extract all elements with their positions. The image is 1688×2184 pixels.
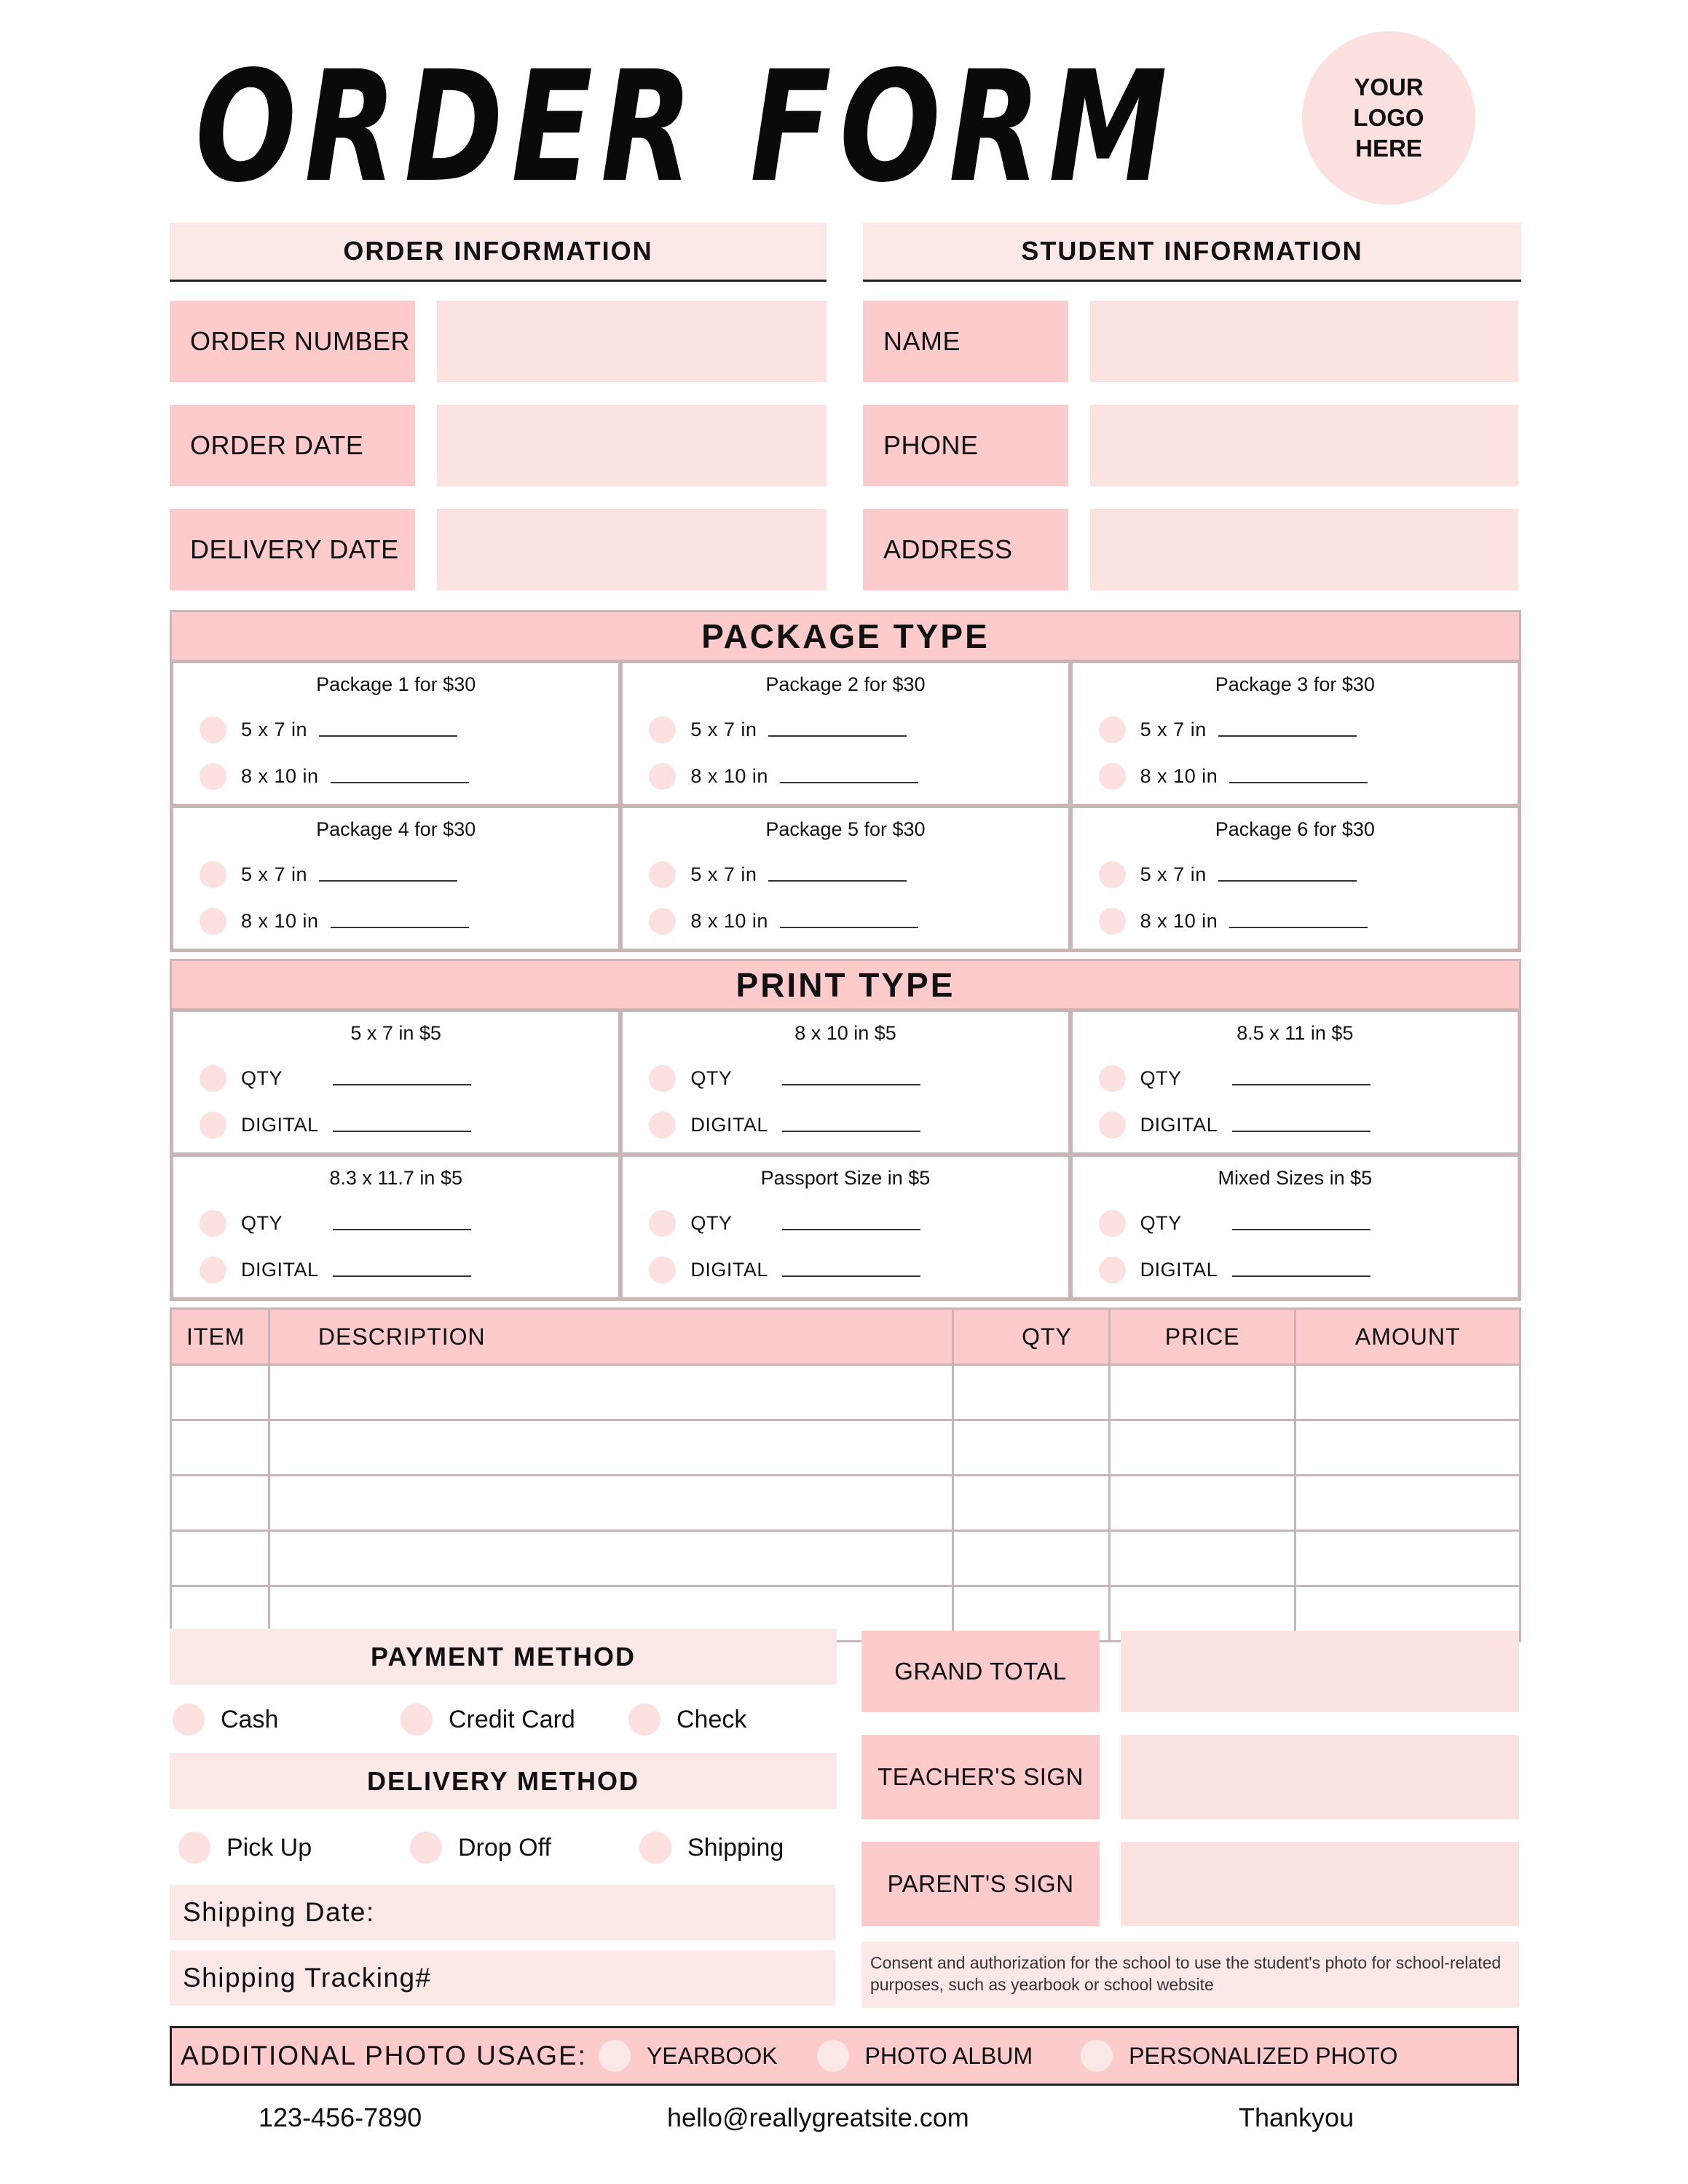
photo-usage-personalized-option[interactable] (1081, 2040, 1397, 2072)
table-row (171, 1365, 1521, 1420)
print-option[interactable] (1099, 1064, 1370, 1093)
radio-icon[interactable] (178, 1832, 210, 1864)
entry-line[interactable] (333, 1117, 471, 1132)
entry-line[interactable] (1229, 914, 1368, 928)
radio-icon[interactable] (200, 1210, 226, 1237)
radio-icon[interactable] (1099, 1065, 1126, 1092)
items-table (170, 1307, 1521, 1642)
radio-icon[interactable] (200, 1065, 226, 1092)
print-option[interactable] (200, 1064, 471, 1093)
item-cell[interactable] (171, 1420, 269, 1476)
footer-thanks: Thankyou (1239, 2102, 1354, 2132)
radio-icon[interactable] (200, 763, 226, 790)
phone-label: PHONE (863, 405, 1068, 486)
delivery-pick-up-option[interactable] (178, 1832, 312, 1864)
package-option[interactable] (200, 906, 469, 935)
radio-icon[interactable] (1099, 861, 1126, 888)
radio-icon[interactable] (1099, 1112, 1126, 1139)
option-label: DIGITAL (690, 1113, 768, 1136)
print-title: 8.5 x 11 in $5 (1237, 1022, 1354, 1044)
radio-icon[interactable] (639, 1832, 671, 1864)
option-label: QTY (241, 1067, 283, 1089)
option-label: QTY (690, 1067, 733, 1089)
radio-icon[interactable] (628, 1704, 660, 1736)
column-header-description: DESCRIPTION (269, 1309, 953, 1365)
option-label: QTY (241, 1211, 283, 1234)
item-cell[interactable] (171, 1476, 269, 1531)
package-card (1073, 663, 1518, 804)
radio-icon[interactable] (1099, 1210, 1126, 1237)
entry-line[interactable] (331, 769, 469, 783)
option-label: DIGITAL (241, 1258, 319, 1281)
teacher-sign-label: TEACHER'S SIGN (861, 1735, 1100, 1819)
description-cell[interactable] (269, 1365, 953, 1420)
entry-line[interactable] (782, 1262, 920, 1277)
print-title: Mixed Sizes in $5 (1218, 1167, 1373, 1189)
name-label: NAME (863, 301, 1068, 382)
option-label: 5 x 7 in (690, 863, 757, 885)
package-title: Package 6 for $30 (1215, 818, 1375, 840)
option-label: Cash (221, 1705, 279, 1733)
amount-cell[interactable] (1295, 1531, 1521, 1586)
radio-icon[interactable] (200, 1257, 226, 1283)
option-label: 5 x 7 in (690, 718, 757, 740)
option-label: YEARBOOK (646, 2042, 778, 2069)
radio-icon[interactable] (200, 908, 226, 935)
radio-icon[interactable] (649, 716, 676, 743)
shipping-tracking-label: Shipping Tracking# (183, 1963, 432, 1993)
order-number-label: ORDER NUMBER (170, 301, 415, 382)
package-title: Package 2 for $30 (765, 673, 926, 695)
order-info-heading: ORDER INFORMATION (170, 223, 827, 282)
column-header-item: ITEM (171, 1309, 269, 1365)
table-header-row (171, 1309, 1521, 1365)
entry-line[interactable] (319, 722, 457, 737)
entry-line[interactable] (1218, 867, 1357, 882)
radio-icon[interactable] (817, 2040, 849, 2072)
qty-cell[interactable] (953, 1365, 1110, 1420)
print-card (1073, 1157, 1518, 1297)
price-cell[interactable] (1109, 1420, 1295, 1476)
name-field[interactable] (1090, 301, 1518, 382)
package-option[interactable] (649, 906, 918, 935)
grand-total-label: GRAND TOTAL (861, 1631, 1100, 1712)
radio-icon[interactable] (1099, 908, 1126, 935)
teacher-sign-field[interactable] (1121, 1735, 1519, 1819)
amount-cell[interactable] (1295, 1365, 1521, 1420)
price-cell[interactable] (1109, 1476, 1295, 1531)
entry-line[interactable] (768, 722, 907, 737)
photo-usage-album-option[interactable] (817, 2040, 1033, 2072)
payment-cash-option[interactable] (173, 1704, 278, 1736)
option-label: PHOTO ALBUM (864, 2042, 1033, 2069)
entry-line[interactable] (1232, 1071, 1370, 1085)
package-option[interactable] (1099, 761, 1368, 791)
delivery-date-label: DELIVERY DATE (170, 509, 415, 590)
table-row (171, 1531, 1521, 1586)
photo-usage-bar (170, 2026, 1519, 2086)
package-option[interactable] (200, 715, 457, 744)
package-card (173, 808, 618, 949)
print-option[interactable] (649, 1110, 920, 1139)
entry-line[interactable] (782, 1117, 920, 1132)
radio-icon[interactable] (410, 1832, 442, 1864)
footer-phone: 123-456-7890 (259, 2102, 422, 2132)
phone-field[interactable] (1090, 405, 1518, 486)
option-label: DIGITAL (690, 1258, 768, 1281)
print-card (1073, 1012, 1518, 1152)
photo-usage-yearbook-option[interactable] (599, 2040, 778, 2072)
package-title: Package 4 for $30 (316, 818, 476, 840)
payment-check-option[interactable] (628, 1704, 746, 1736)
table-row (171, 1476, 1521, 1531)
package-type-heading: PACKAGE TYPE (170, 610, 1521, 662)
entry-line[interactable] (1232, 1262, 1370, 1277)
entry-line[interactable] (780, 769, 918, 783)
option-label: DIGITAL (1140, 1113, 1218, 1136)
print-card (623, 1157, 1068, 1297)
delivery-date-field[interactable] (437, 509, 827, 590)
option-label: 5 x 7 in (241, 863, 308, 885)
qty-cell[interactable] (953, 1476, 1110, 1531)
payment-credit-card-option[interactable] (401, 1704, 575, 1736)
package-option[interactable] (1099, 906, 1368, 935)
option-label: 8 x 10 in (1140, 909, 1218, 932)
package-card (623, 663, 1068, 804)
radio-icon[interactable] (649, 1257, 676, 1283)
radio-icon[interactable] (649, 1112, 676, 1139)
option-label: QTY (1140, 1211, 1182, 1234)
radio-icon[interactable] (1099, 1257, 1126, 1283)
price-cell[interactable] (1109, 1365, 1295, 1420)
radio-icon[interactable] (200, 716, 226, 743)
column-header-amount: AMOUNT (1295, 1309, 1521, 1365)
logo-text: YOUR LOGO HERE (1353, 74, 1424, 162)
package-option[interactable] (649, 715, 907, 744)
delivery-shipping-option[interactable] (639, 1832, 784, 1864)
package-grid (170, 660, 1521, 952)
print-option[interactable] (649, 1208, 920, 1238)
option-label: PERSONALIZED PHOTO (1129, 2042, 1398, 2069)
shipping-date-label: Shipping Date: (183, 1897, 375, 1927)
option-label: Credit Card (449, 1705, 575, 1733)
radio-icon[interactable] (1099, 716, 1126, 743)
package-title: Package 3 for $30 (1215, 673, 1375, 695)
grand-total-field[interactable] (1121, 1631, 1519, 1712)
entry-line[interactable] (782, 1216, 920, 1230)
option-label: 8 x 10 in (690, 909, 768, 932)
option-label: QTY (1140, 1067, 1182, 1089)
print-card (173, 1012, 618, 1152)
option-label: DIGITAL (241, 1113, 319, 1136)
entry-line[interactable] (333, 1262, 471, 1277)
entry-line[interactable] (1218, 722, 1357, 737)
delivery-method-heading: DELIVERY METHOD (170, 1753, 837, 1809)
radio-icon[interactable] (401, 1704, 433, 1736)
package-card (1073, 808, 1518, 949)
radio-icon[interactable] (649, 1065, 676, 1092)
package-option[interactable] (200, 860, 457, 889)
entry-line[interactable] (782, 1071, 920, 1085)
package-option[interactable] (200, 761, 469, 791)
shipping-tracking-field[interactable] (170, 1950, 835, 2006)
package-option[interactable] (649, 860, 907, 889)
page-title: ORDER FORM (195, 38, 1175, 216)
radio-icon[interactable] (649, 763, 676, 790)
entry-line[interactable] (1232, 1117, 1370, 1132)
radio-icon[interactable] (649, 861, 676, 888)
option-label: QTY (690, 1211, 733, 1234)
qty-cell[interactable] (953, 1420, 1110, 1476)
radio-icon[interactable] (649, 1210, 676, 1237)
radio-icon[interactable] (1081, 2040, 1113, 2072)
print-title: 8 x 10 in $5 (794, 1022, 896, 1044)
radio-icon[interactable] (200, 861, 226, 888)
price-cell[interactable] (1109, 1531, 1295, 1586)
option-label: Shipping (687, 1833, 784, 1861)
package-card (173, 663, 618, 804)
package-option[interactable] (649, 761, 918, 791)
radio-icon[interactable] (173, 1704, 205, 1736)
column-header-price: PRICE (1109, 1309, 1295, 1365)
entry-line[interactable] (319, 867, 457, 882)
description-cell[interactable] (269, 1420, 953, 1476)
entry-line[interactable] (780, 914, 918, 928)
shipping-date-field[interactable] (170, 1885, 835, 1940)
footer-email[interactable]: hello@reallygreatsite.com (667, 2102, 969, 2132)
print-title: 5 x 7 in $5 (350, 1022, 441, 1044)
description-cell[interactable] (269, 1476, 953, 1531)
print-option[interactable] (200, 1208, 471, 1238)
print-grid (170, 1008, 1521, 1301)
order-date-label: ORDER DATE (170, 405, 415, 486)
package-title: Package 1 for $30 (316, 673, 476, 695)
option-label: DIGITAL (1140, 1258, 1218, 1281)
amount-cell[interactable] (1295, 1420, 1521, 1476)
entry-line[interactable] (331, 914, 469, 928)
radio-icon[interactable] (1099, 763, 1126, 790)
description-cell[interactable] (269, 1531, 953, 1586)
package-option[interactable] (1099, 860, 1357, 889)
option-label: 5 x 7 in (241, 718, 308, 740)
print-card (623, 1012, 1068, 1152)
entry-line[interactable] (333, 1071, 471, 1085)
option-label: 8 x 10 in (241, 764, 319, 787)
amount-cell[interactable] (1295, 1476, 1521, 1531)
order-date-field[interactable] (437, 405, 827, 486)
address-label: ADDRESS (863, 509, 1068, 590)
print-option[interactable] (649, 1255, 920, 1284)
print-option[interactable] (649, 1064, 920, 1093)
option-label: Pick Up (226, 1833, 312, 1861)
package-option[interactable] (1099, 715, 1357, 744)
column-header-qty: QTY (953, 1309, 1110, 1365)
parent-sign-label: PARENT'S SIGN (861, 1842, 1100, 1926)
option-label: Drop Off (458, 1833, 551, 1861)
print-option[interactable] (1099, 1110, 1370, 1139)
student-info-heading: STUDENT INFORMATION (863, 223, 1521, 282)
qty-cell[interactable] (953, 1531, 1110, 1586)
print-option[interactable] (200, 1110, 471, 1139)
print-option[interactable] (1099, 1255, 1370, 1284)
print-title: 8.3 x 11.7 in $5 (329, 1167, 462, 1189)
item-cell[interactable] (171, 1531, 269, 1586)
print-option[interactable] (1099, 1208, 1370, 1238)
entry-line[interactable] (768, 867, 907, 882)
option-label: 8 x 10 in (1140, 764, 1218, 787)
address-field[interactable] (1090, 509, 1518, 590)
option-label: Check (677, 1705, 747, 1733)
print-card (173, 1157, 618, 1297)
print-title: Passport Size in $5 (760, 1167, 931, 1189)
package-title: Package 5 for $30 (765, 818, 926, 840)
option-label: 8 x 10 in (241, 909, 319, 932)
order-number-field[interactable] (437, 301, 827, 382)
parent-sign-field[interactable] (1121, 1842, 1519, 1926)
consent-text: Consent and authorization for the school to use the student's photo for school-related purposes, such as yearbook or school website (861, 1942, 1519, 2008)
delivery-drop-off-option[interactable] (410, 1832, 551, 1864)
entry-line[interactable] (333, 1216, 471, 1230)
option-label: 8 x 10 in (690, 764, 768, 787)
logo-placeholder (1302, 31, 1475, 205)
photo-usage-label: ADDITIONAL PHOTO USAGE: (181, 2041, 587, 2070)
print-option[interactable] (200, 1255, 471, 1284)
entry-line[interactable] (1232, 1216, 1370, 1230)
option-label: 5 x 7 in (1140, 863, 1207, 885)
package-card (623, 808, 1068, 949)
entry-line[interactable] (1229, 769, 1368, 783)
radio-icon[interactable] (200, 1112, 226, 1139)
item-cell[interactable] (171, 1365, 269, 1420)
payment-method-heading: PAYMENT METHOD (170, 1629, 837, 1685)
table-row (171, 1420, 1521, 1476)
option-label: 5 x 7 in (1140, 718, 1207, 740)
radio-icon[interactable] (649, 908, 676, 935)
radio-icon[interactable] (599, 2040, 631, 2072)
print-type-heading: PRINT TYPE (170, 959, 1521, 1011)
